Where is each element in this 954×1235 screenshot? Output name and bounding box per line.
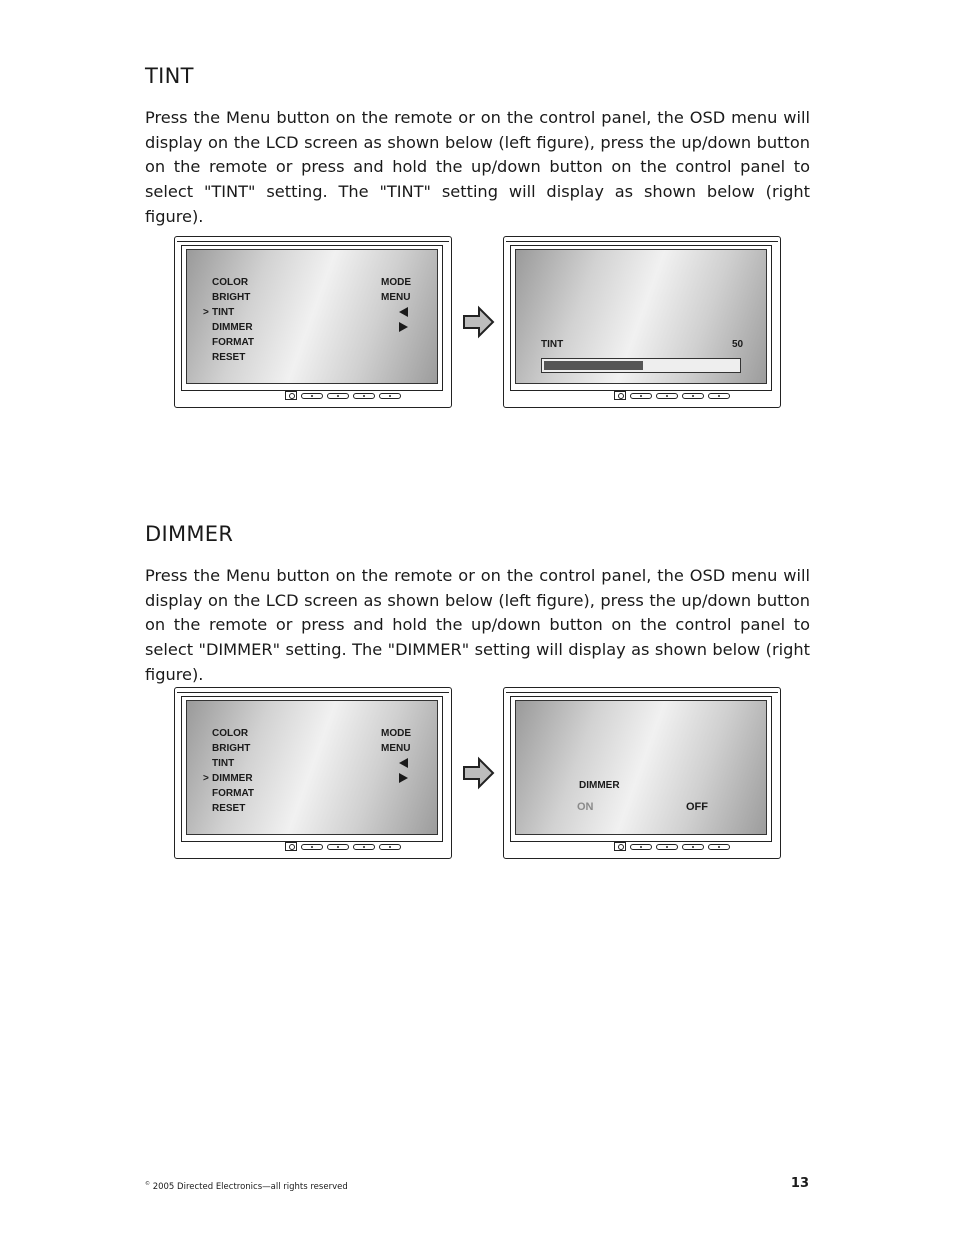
osd-menu-list [203, 275, 255, 365]
right-arrow-icon [462, 305, 496, 339]
panel-button-icon [708, 844, 730, 850]
panel-button-icon [379, 844, 401, 850]
copyright-text: 2005 Directed Electronics—all rights reserved [152, 1181, 348, 1192]
osd-screen [515, 249, 767, 384]
panel-button-icon [630, 393, 652, 399]
osd-right-labels [381, 275, 411, 335]
power-button-icon [285, 391, 297, 400]
tint-value: 50 [732, 339, 744, 350]
power-button-icon [614, 842, 626, 851]
panel-button-icon [379, 393, 401, 399]
osd-menu-item-selected: > DIMMER [203, 773, 253, 784]
panel-button-icon [656, 393, 678, 399]
panel-button-icon [708, 393, 730, 399]
copyright-symbol: © [145, 1181, 150, 1187]
tint-level-bar-fill [544, 361, 643, 370]
dimmer-option-off: OFF [686, 801, 708, 813]
section-heading-tint: TINT [145, 64, 194, 88]
selection-marker: > [203, 773, 209, 784]
osd-menu-item: FORMAT [212, 337, 255, 348]
page-number: 13 [790, 1176, 809, 1191]
osd-menu-item: BRIGHT [212, 743, 251, 754]
tint-level-bar [541, 358, 741, 373]
tint-paragraph: Press the Menu button on the remote or on the control panel, the OSD menu will display on the LCD screen as shown below (left figure), press the up/down button on the remote or press and hold the up/down button on the control panel to select "TINT" setting. The "TINT" setting will display as shown below (right figure). [145, 108, 810, 226]
selection-marker: > [203, 307, 209, 318]
osd-screen [515, 700, 767, 835]
osd-screen [186, 700, 438, 835]
osd-menu-list [203, 726, 255, 816]
osd-menu-label: MENU [381, 292, 411, 303]
osd-mode-label: MODE [381, 728, 411, 739]
osd-menu-item: FORMAT [212, 788, 255, 799]
monitor-control-buttons [614, 842, 730, 851]
osd-menu-item: TINT [212, 758, 235, 769]
panel-button-icon [353, 393, 375, 399]
osd-menu-item-selected: > TINT [203, 307, 235, 318]
osd-right-labels [381, 726, 411, 786]
right-triangle-icon [399, 322, 408, 332]
left-triangle-icon [399, 307, 408, 317]
osd-menu-item: RESET [212, 803, 246, 814]
panel-button-icon [301, 393, 323, 399]
osd-menu-item: COLOR [212, 277, 249, 288]
section-heading-dimmer: DIMMER [145, 522, 234, 546]
monitor-control-buttons [285, 391, 401, 400]
panel-button-icon [327, 844, 349, 850]
dimmer-option-on: ON [577, 801, 594, 813]
monitor-control-buttons [285, 842, 401, 851]
dimmer-label: DIMMER [579, 780, 620, 791]
dimmer-setting-monitor-figure [503, 687, 781, 859]
osd-menu-item: DIMMER [212, 322, 253, 333]
tint-label: TINT [541, 339, 564, 350]
osd-mode-label: MODE [381, 277, 411, 288]
panel-button-icon [682, 393, 704, 399]
panel-button-icon [630, 844, 652, 850]
panel-button-icon [656, 844, 678, 850]
tint-menu-monitor-figure [174, 236, 452, 408]
right-arrow-icon [462, 756, 496, 790]
panel-button-icon [682, 844, 704, 850]
osd-menu-item: COLOR [212, 728, 249, 739]
left-triangle-icon [399, 758, 408, 768]
panel-button-icon [327, 393, 349, 399]
osd-menu-label: MENU [381, 743, 411, 754]
copyright-footer [145, 1181, 348, 1192]
power-button-icon [614, 391, 626, 400]
osd-menu-item: BRIGHT [212, 292, 251, 303]
panel-button-icon [353, 844, 375, 850]
dimmer-menu-monitor-figure [174, 687, 452, 859]
osd-screen [186, 249, 438, 384]
power-button-icon [285, 842, 297, 851]
monitor-control-buttons [614, 391, 730, 400]
tint-setting-monitor-figure [503, 236, 781, 408]
panel-button-icon [301, 844, 323, 850]
osd-menu-item: RESET [212, 352, 246, 363]
dimmer-paragraph: Press the Menu button on the remote or on the control panel, the OSD menu will display on the LCD screen as shown below (left figure), press the up/down button on the remote or press and hold the up/down button on the control panel to select "DIMMER" setting. The "DIMMER" setting will display as shown below (right figure). [145, 566, 810, 684]
right-triangle-icon [399, 773, 408, 783]
